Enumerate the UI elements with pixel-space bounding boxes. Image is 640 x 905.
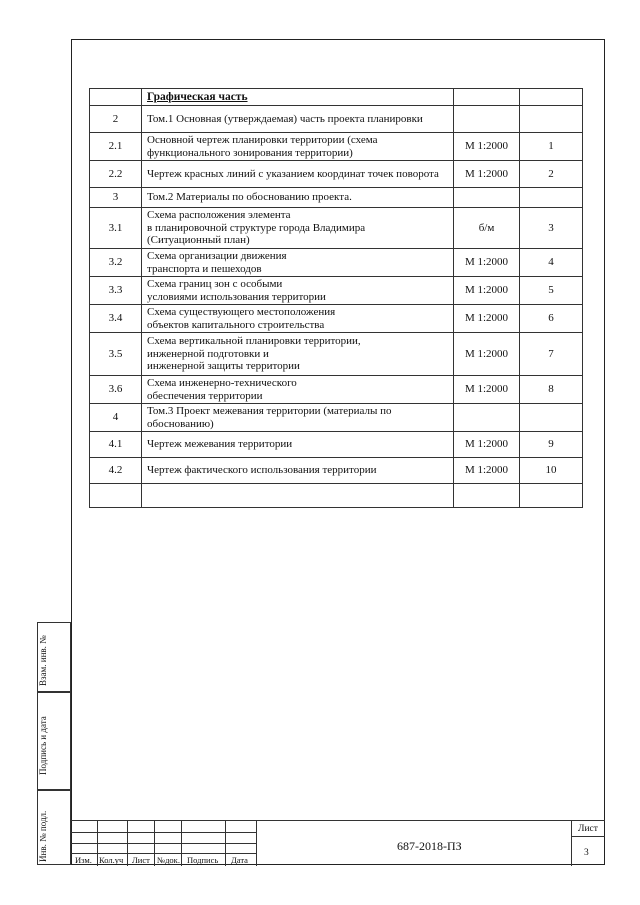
- row-sheet: 5: [520, 277, 583, 305]
- row-number: 4.2: [90, 458, 142, 484]
- label-data: Дата: [231, 855, 248, 865]
- row-sheet: 9: [520, 432, 583, 458]
- row-number: 3.6: [90, 376, 142, 404]
- side-label-vzam: Взам. инв. №: [38, 635, 48, 686]
- row-number: [90, 484, 142, 508]
- row-sheet: [520, 106, 583, 133]
- table-row: [90, 161, 583, 188]
- row-sheet: 1: [520, 133, 583, 161]
- table-row: [90, 89, 583, 106]
- row-sheet: 2: [520, 161, 583, 188]
- row-name: Схема расположения элемента в планировочной структуре города Владимира (Ситуационный план): [142, 208, 454, 249]
- table-row: [90, 106, 583, 133]
- row-name: Схема организации движения транспорта и пешеходов: [142, 249, 454, 277]
- side-label-podpis: Подпись и дата: [38, 716, 48, 775]
- row-number: 2.1: [90, 133, 142, 161]
- row-name: Схема вертикальной планировки территории, инженерной подготовки и инженерной защиты территории: [142, 333, 454, 376]
- table-row: [90, 484, 583, 508]
- title-block: [71, 820, 605, 865]
- row-name: Том.1 Основная (утверждаемая) часть проекта планировки: [142, 106, 454, 133]
- row-sheet: 6: [520, 305, 583, 333]
- row-number: 3.2: [90, 249, 142, 277]
- row-scale: [454, 188, 520, 208]
- label-kol-uch: Кол.уч: [99, 855, 124, 865]
- row-scale: б/м: [454, 208, 520, 249]
- row-scale: М 1:2000: [454, 249, 520, 277]
- row-scale: [454, 106, 520, 133]
- row-name: [142, 484, 454, 508]
- table-row: [90, 188, 583, 208]
- graphics-table: [89, 88, 583, 508]
- row-number: 3.1: [90, 208, 142, 249]
- row-name: Чертеж красных линий с указанием координат точек поворота: [142, 161, 454, 188]
- row-name: Основной чертеж планировки территории (схема функционального зонирования территории): [142, 133, 454, 161]
- row-sheet: 4: [520, 249, 583, 277]
- table-row: [90, 458, 583, 484]
- row-number: 3.3: [90, 277, 142, 305]
- row-scale: [454, 404, 520, 432]
- row-name: Схема границ зон с особыми условиями использования территории: [142, 277, 454, 305]
- table-row: [90, 208, 583, 249]
- row-scale: [454, 484, 520, 508]
- label-ndok: №док.: [157, 855, 180, 865]
- row-scale: М 1:2000: [454, 432, 520, 458]
- sheet-number: 3: [584, 848, 589, 858]
- row-name: Графическая часть: [142, 89, 454, 106]
- row-scale: М 1:2000: [454, 133, 520, 161]
- table-row: [90, 376, 583, 404]
- row-sheet: 8: [520, 376, 583, 404]
- row-sheet: [520, 89, 583, 106]
- row-name: Чертеж межевания территории: [142, 432, 454, 458]
- table-row: [90, 404, 583, 432]
- table-row: [90, 277, 583, 305]
- row-scale: [454, 89, 520, 106]
- row-sheet: [520, 484, 583, 508]
- row-sheet: [520, 188, 583, 208]
- sheet-label: Лист: [578, 824, 598, 834]
- row-sheet: 10: [520, 458, 583, 484]
- row-name: Схема существующего местоположения объектов капитального строительства: [142, 305, 454, 333]
- row-scale: М 1:2000: [454, 277, 520, 305]
- table-row: [90, 249, 583, 277]
- row-number: [90, 89, 142, 106]
- row-number: 3.4: [90, 305, 142, 333]
- row-sheet: 3: [520, 208, 583, 249]
- table-row: [90, 333, 583, 376]
- document-code: 687-2018-ПЗ: [397, 839, 462, 853]
- row-number: 2.2: [90, 161, 142, 188]
- row-scale: М 1:2000: [454, 161, 520, 188]
- row-scale: М 1:2000: [454, 458, 520, 484]
- row-number: 4: [90, 404, 142, 432]
- row-scale: М 1:2000: [454, 333, 520, 376]
- row-number: 2: [90, 106, 142, 133]
- row-name: Схема инженерно-технического обеспечения территории: [142, 376, 454, 404]
- label-list: Лист: [132, 855, 150, 865]
- row-scale: М 1:2000: [454, 305, 520, 333]
- label-izm: Изм.: [75, 855, 92, 865]
- row-sheet: [520, 404, 583, 432]
- label-podpis: Подпись: [187, 855, 219, 865]
- row-number: 4.1: [90, 432, 142, 458]
- row-scale: М 1:2000: [454, 376, 520, 404]
- table-row: [90, 305, 583, 333]
- row-name: Чертеж фактического использования территории: [142, 458, 454, 484]
- row-number: 3: [90, 188, 142, 208]
- row-sheet: 7: [520, 333, 583, 376]
- row-name: Том.3 Проект межевания территории (материалы по обоснованию): [142, 404, 454, 432]
- table-row: [90, 432, 583, 458]
- side-label-inv: Инв. № подл.: [38, 810, 48, 862]
- table-row: [90, 133, 583, 161]
- row-name: Том.2 Материалы по обоснованию проекта.: [142, 188, 454, 208]
- row-number: 3.5: [90, 333, 142, 376]
